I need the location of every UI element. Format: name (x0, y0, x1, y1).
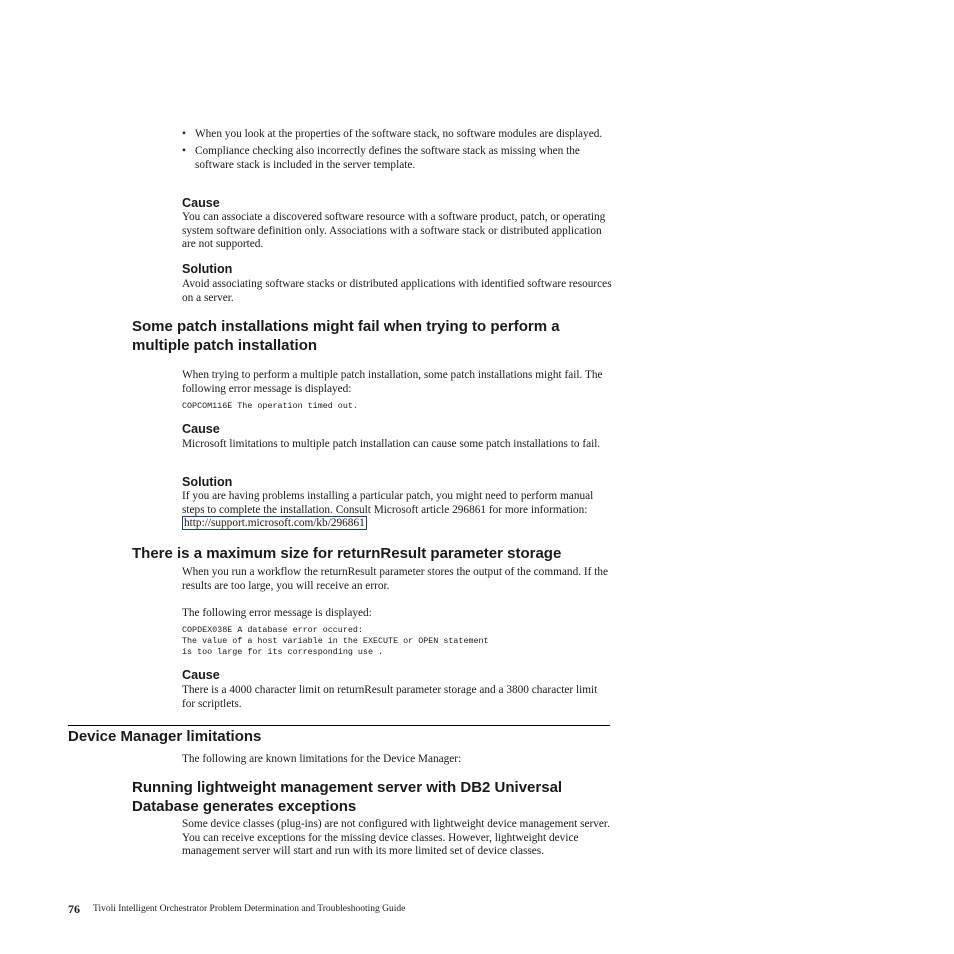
section-intro-2: The following error message is displayed: (182, 607, 372, 619)
solution-text: If you are having problems installing a particular patch, you might need to perform manual steps to complete the installation. Consult Microsoft article 296861 for more information: (182, 490, 594, 516)
cause-heading: Cause (182, 196, 220, 210)
error-code-block: COPCOM116E The operation timed out. (182, 401, 358, 411)
intro-bullet-list (182, 128, 612, 176)
cause-text: There is a 4000 character limit on returnResult parameter storage and a 3800 character limit for scriptlets. (182, 684, 598, 710)
bullet-glyph: • (182, 145, 186, 158)
microsoft-kb-link[interactable]: http://support.microsoft.com/kb/296861 (184, 517, 365, 530)
cause-text: Microsoft limitations to multiple patch installation can cause some patch installations to fail. (182, 438, 601, 450)
cause-heading: Cause (182, 668, 220, 682)
device-manager-intro: The following are known limitations for the Device Manager: (182, 753, 462, 765)
solution-heading: Solution (182, 262, 233, 276)
bullet-text: Compliance checking also incorrectly defines the software stack as missing when the software stack is included in the server template. (195, 145, 580, 171)
section-title-returnresult: There is a maximum size for returnResult parameter storage (132, 545, 562, 562)
solution-heading: Solution (182, 475, 233, 489)
section-divider (68, 725, 610, 726)
section-title-patch-installations: Some patch installations might fail when trying to perform a multiple patch installation (132, 318, 560, 354)
bullet-glyph: • (182, 128, 186, 140)
solution-text: Avoid associating software stacks or distributed applications with identified software resources on a server. (182, 278, 612, 304)
list-item (182, 128, 612, 142)
solution-paragraph (182, 490, 612, 531)
section-text: Some device classes (plug-ins) are not configured with lightweight device management server. You can receive exceptions for the missing device classes. However, lightweight device management server will start and run with its more limited set of device classes. (182, 818, 610, 858)
page-number: 76 (68, 902, 80, 916)
cause-heading: Cause (182, 422, 220, 436)
cause-text: You can associate a discovered software resource with a software product, patch, or operating system software definition only. Associations with a software stack or distributed application are not supported. (182, 211, 606, 251)
bullet-text: When you look at the properties of the software stack, no software modules are displayed. (195, 128, 603, 140)
device-manager-title: Device Manager limitations (68, 728, 262, 745)
section-title-lightweight-server: Running lightweight management server with DB2 Universal Database generates exceptions (132, 779, 563, 815)
error-code-block: COPDEX038E A database error occured: The value of a host variable in the EXECUTE or OPEN statement is too large for its corresponding use . (182, 625, 489, 657)
list-item (182, 145, 612, 172)
section-intro: When trying to perform a multiple patch installation, some patch installations might fail. The following error message is displayed: (182, 369, 603, 395)
section-intro: When you run a workflow the returnResult parameter stores the output of the command. If the results are too large, you will receive an error. (182, 566, 609, 592)
book-title: Tivoli Intelligent Orchestrator Problem Determination and Troubleshooting Guide (93, 904, 406, 914)
